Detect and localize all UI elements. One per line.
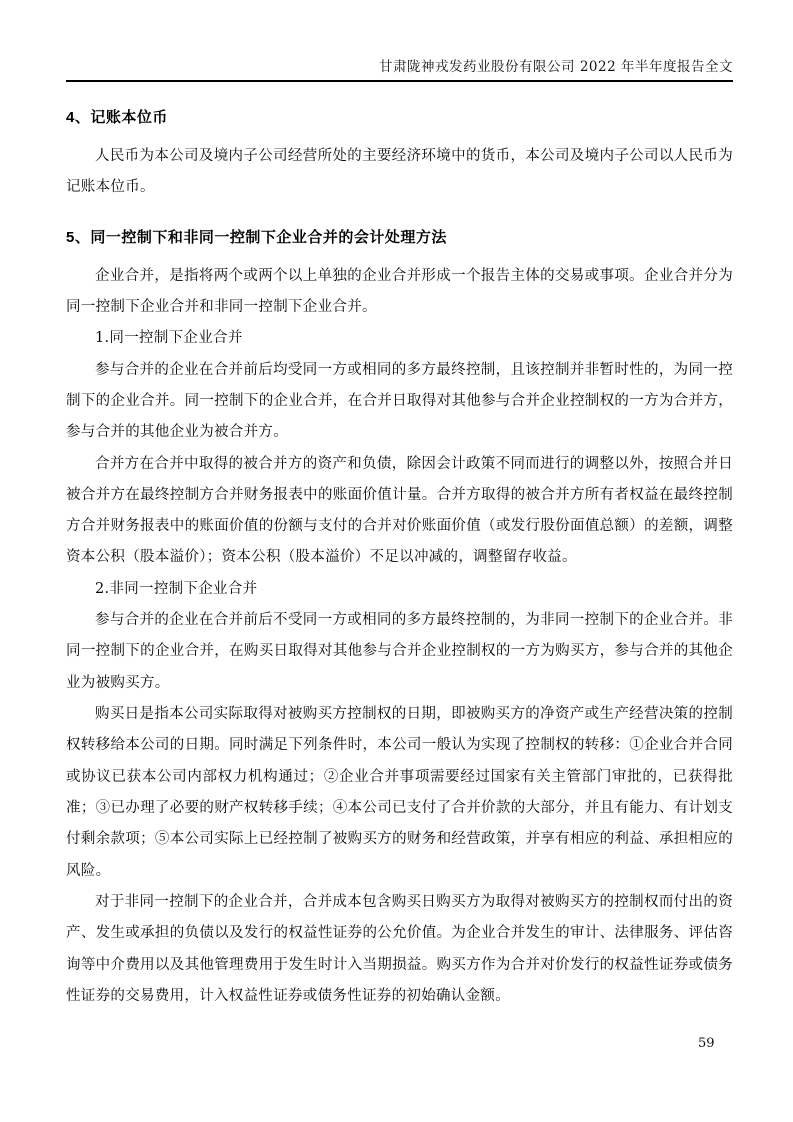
subsection-1-paragraph: 合并方在合并中取得的被合并方的资产和负债，除因会计政策不同而进行的调整以外，按照合并日被合并方在最终控制方合并财务报表中的账面价值计量。合并方取得的被合并方所有者权益在最终控制方合并财务报表中的账面价值的份额与支付的合并对价账面价值（或发行股份面值总额）的差额，调整资本公积（股本溢价）；资本公积（股本溢价）不足以冲减的，调整留存收益。 (66, 455, 733, 566)
section-heading-5: 5、同一控制下和非同一控制下企业合并的会计处理方法 (66, 228, 447, 246)
subsection-2-paragraph: 购买日是指本公司实际取得对被购买方控制权的日期，即被购买方的净资产或生产经营决策的控制权转移给本公司的日期。同时满足下列条件时，本公司一般认为实现了控制权的转移：①企业合并合同或协议已获本公司内部权力机构通过；②企业合并事项需要经过国家有关主管部门审批的，已获得批准；③已办理了必要的财产权转移手续；④本公司已支付了合并价款的大部分，并且有能力、有计划支付剩余款项；⑤本公司实际上已经控制了被购买方的财务和经营政策，并享有相应的利益、承担相应的风险。 (66, 706, 733, 879)
subsection-1-title: 1.同一控制下企业合并 (95, 330, 243, 347)
document-page (66, 0, 733, 1012)
subsection-2-paragraph: 参与合并的企业在合并前后不受同一方或相同的多方最终控制的，为非同一控制下的企业合并。非同一控制下的企业合并，在购买日取得对其他参与合并企业控制权的一方为购买方，参与合并的其他企业为被购买方。 (66, 612, 733, 691)
section-5-intro-paragraph: 企业合并，是指将两个或两个以上单独的企业合并形成一个报告主体的交易或事项。企业合并分为同一控制下企业合并和非同一控制下企业合并。 (66, 267, 733, 315)
page-content (66, 82, 733, 1012)
page-header (66, 0, 733, 82)
section-4-paragraph: 人民币为本公司及境内子公司经营所处的主要经济环境中的货币，本公司及境内子公司以人民币为记账本位币。 (66, 148, 733, 196)
report-title: 甘肃陇神戎发药业股份有限公司 2022 年半年度报告全文 (379, 59, 733, 75)
subsection-2-paragraph: 对于非同一控制下的企业合并，合并成本包含购买日购买方为取得对被购买方的控制权而付出的资产、发生或承担的负债以及发行的权益性证券的公允价值。为企业合并发生的审计、法律服务、评估咨询等中介费用以及其他管理费用于发生时计入当期损益。购买方作为合并对价发行的权益性证券或债务性证券的交易费用，计入权益性证券或债务性证券的初始确认金额。 (66, 893, 733, 1004)
page-number: 59 (698, 1036, 715, 1051)
subsection-1-paragraph: 参与合并的企业在合并前后均受同一方或相同的多方最终控制，且该控制并非暂时性的，为同一控制下的企业合并。同一控制下的企业合并，在合并日取得对其他参与合并企业控制权的一方为合并方，参与合并的其他企业为被合并方。 (66, 361, 733, 441)
subsection-2-title: 2.非同一控制下企业合并 (95, 580, 258, 597)
section-heading-4: 4、记账本位币 (66, 109, 168, 126)
